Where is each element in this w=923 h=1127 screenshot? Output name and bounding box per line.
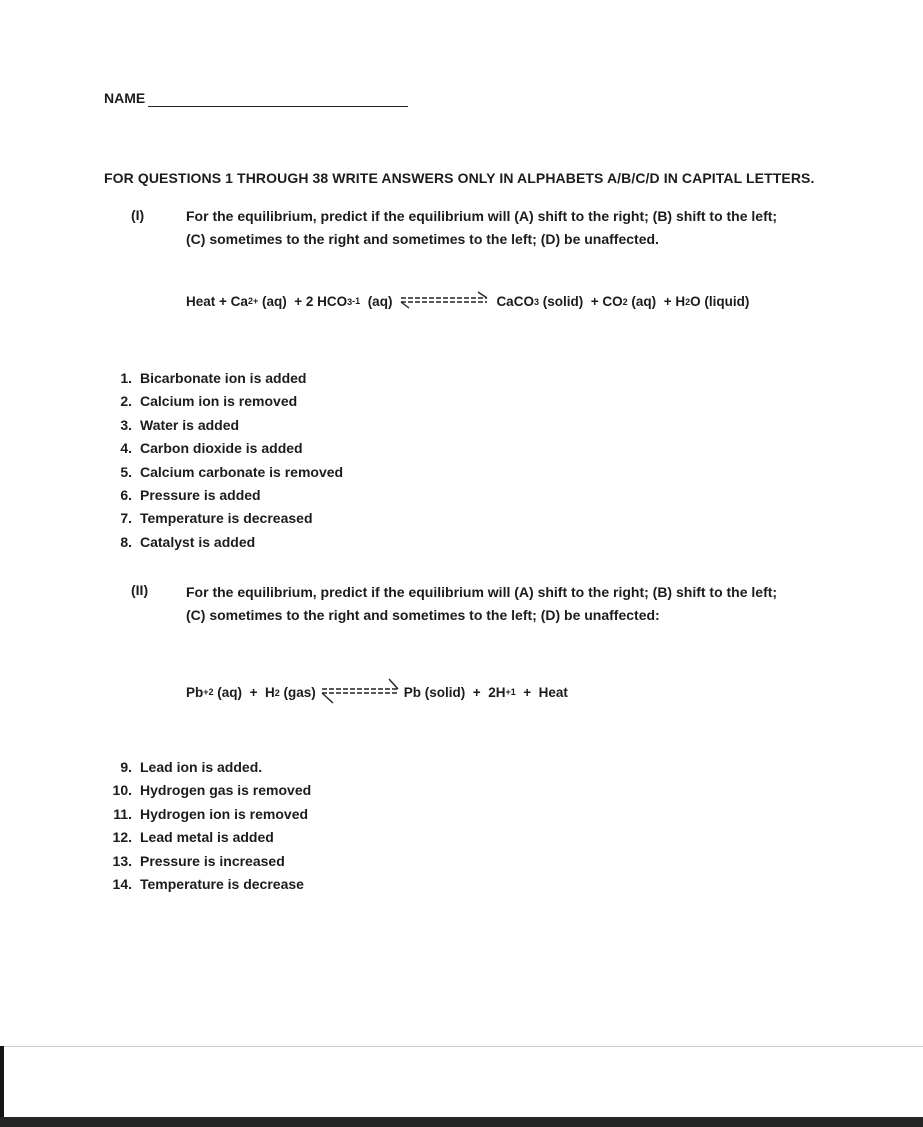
question-text: Pressure is increased [140, 852, 285, 869]
list-item [104, 803, 311, 826]
question-text: Pressure is added [140, 486, 261, 503]
list-item [104, 367, 343, 390]
eq2-plus3: + [523, 685, 532, 700]
question-number: 3. [120, 416, 132, 433]
question-text: Temperature is decreased [140, 510, 313, 527]
name-blank-line[interactable] [148, 106, 408, 107]
question-number: 13. [112, 852, 132, 869]
list-item [104, 826, 311, 849]
eq1-hco3-sub: 3 [347, 296, 353, 307]
eq2-h-ion: 2H [488, 685, 506, 700]
question-text: Calcium ion is removed [140, 393, 298, 410]
equilibrium-arrow-icon [398, 291, 490, 312]
eq1-h2o-rest: O [690, 294, 701, 309]
list-item [104, 873, 311, 896]
eq2-pb-charge: +2 [203, 686, 214, 697]
list-item [104, 461, 343, 484]
eq2-plus2: + [472, 685, 481, 700]
eq1-co2-state: (aq) [631, 294, 657, 309]
eq2-plus1: + [249, 685, 258, 700]
section1-number: (I) [131, 207, 145, 223]
section2-prompt-line1: For the equilibrium, predict if the equilibrium will (A) shift to the right; (B) shift to the left; [186, 584, 778, 600]
question-number: 2. [120, 393, 132, 410]
section2-question-list [104, 756, 311, 896]
list-item [104, 390, 343, 413]
name-label: NAME [104, 90, 146, 106]
eq2-heat: Heat [538, 685, 568, 700]
scan-left-edge [0, 1046, 4, 1119]
section1-question-list [104, 367, 343, 554]
question-number: 7. [120, 510, 132, 527]
eq1-ca: Ca [230, 294, 248, 309]
eq2-h2-sub: 2 [274, 687, 280, 698]
eq1-caco3-sub: 3 [533, 296, 539, 307]
question-text: Calcium carbonate is removed [140, 463, 344, 480]
list-item [104, 779, 311, 802]
question-number: 4. [120, 440, 132, 457]
question-text: Catalyst is added [140, 533, 256, 550]
instructions: FOR QUESTIONS 1 THROUGH 38 WRITE ANSWERS ONLY IN ALPHABETS A/B/C/D IN CAPITAL LETTERS. [104, 170, 815, 186]
section2-prompt-line2: (C) sometimes to the right and sometimes to the left; (D) be unaffected: [186, 607, 660, 623]
question-text: Temperature is decrease [140, 875, 304, 892]
list-item [104, 756, 311, 779]
question-number: 8. [120, 533, 132, 550]
list-item [104, 850, 311, 873]
question-text: Hydrogen gas is removed [140, 782, 312, 799]
eq1-hco3-state: (aq) [367, 294, 393, 309]
section1-prompt-line1: For the equilibrium, predict if the equilibrium will (A) shift to the right; (B) shift to the left; [186, 208, 778, 224]
eq1-hco3: + 2 HCO [294, 294, 348, 309]
question-text: Hydrogen ion is removed [140, 805, 309, 822]
eq1-h2o-state: (liquid) [704, 294, 750, 309]
section2-prompt [186, 581, 826, 627]
equation-1 [186, 291, 749, 312]
eq1-co2: + CO [590, 294, 623, 309]
eq1-h2o-sub: 2 [685, 296, 691, 307]
section1-prompt-line2: (C) sometimes to the right and sometimes to the left; (D) be unaffected. [186, 231, 659, 247]
question-number: 12. [112, 829, 132, 846]
eq1-ca-state: (aq) [261, 294, 287, 309]
question-number: 14. [112, 875, 132, 892]
eq2-h2-state: (gas) [283, 685, 316, 700]
eq1-h2o: + H [663, 294, 686, 309]
equation-2 [186, 678, 568, 707]
list-item [104, 531, 343, 554]
eq2-h2: H [264, 685, 275, 700]
eq2-pb-state: (aq) [217, 685, 243, 700]
list-item [104, 484, 343, 507]
eq1-caco3-state: (solid) [542, 294, 584, 309]
eq2-pb-solid: Pb (solid) [403, 685, 466, 700]
eq1-co2-sub: 2 [622, 296, 628, 307]
eq1-ca-charge: 2+ [247, 295, 259, 306]
question-text: Bicarbonate ion is added [140, 370, 307, 386]
eq1-heat: Heat + [186, 294, 227, 309]
eq1-hco3-charge: -1 [352, 295, 361, 306]
scan-bottom-edge [0, 1117, 923, 1127]
question-text: Carbon dioxide is added [140, 440, 303, 457]
eq1-caco3: CaCO [496, 294, 534, 309]
question-number: 1. [120, 370, 132, 386]
question-number: 10. [112, 782, 132, 799]
eq2-h-charge: +1 [505, 686, 516, 697]
section2-number: (II) [131, 582, 149, 598]
question-text: Lead ion is added. [140, 759, 263, 775]
section1-prompt [186, 205, 826, 251]
question-text: Lead metal is added [140, 829, 274, 846]
question-number: 6. [120, 486, 132, 503]
scan-bottom-band [0, 1046, 923, 1119]
question-number: 11. [113, 805, 132, 822]
eq2-pb: Pb [186, 685, 204, 700]
question-text: Water is added [140, 416, 240, 433]
list-item [104, 507, 343, 530]
equilibrium-arrow-icon [319, 678, 401, 707]
list-item [104, 437, 343, 460]
question-number: 5. [120, 463, 132, 480]
question-number: 9. [120, 759, 132, 775]
list-item [104, 414, 343, 437]
